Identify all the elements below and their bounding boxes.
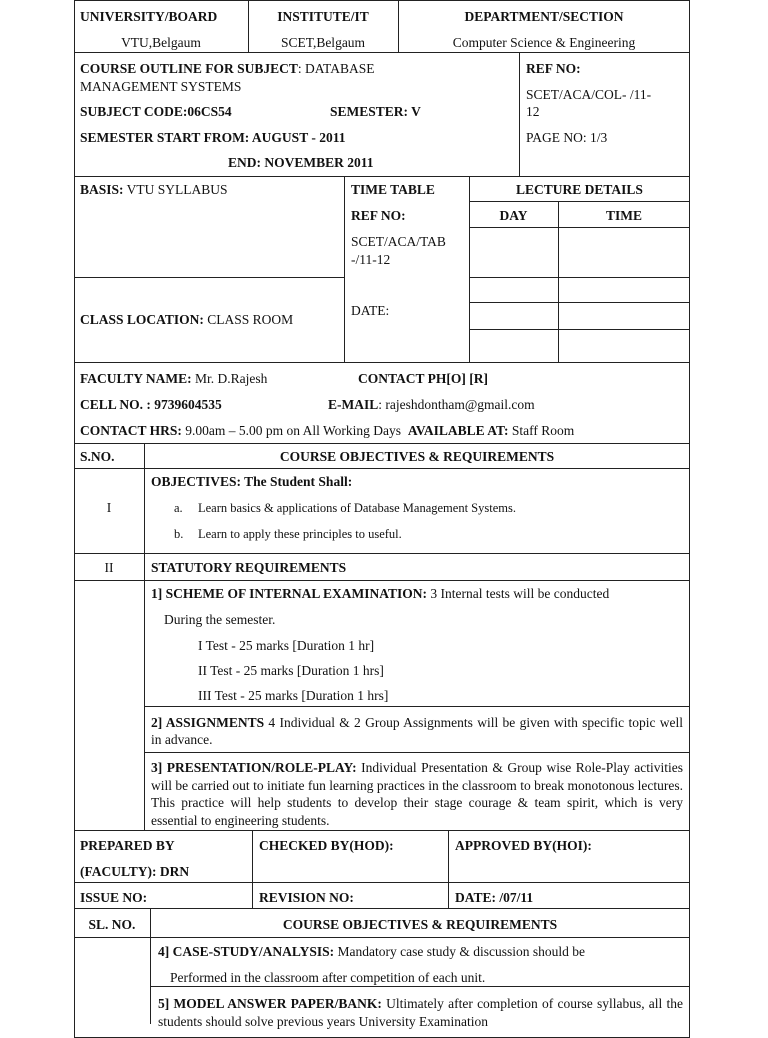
basis-label: BASIS: — [80, 182, 124, 197]
statutory-requirements: STATUTORY REQUIREMENTS — [151, 560, 347, 575]
basis-block — [74, 176, 690, 363]
objectives-table-2-title: COURSE OBJECTIVES & REQUIREMENTS — [282, 917, 558, 932]
course-outline-value: : DATABASE — [297, 61, 375, 76]
basis-value: VTU SYLLABUS — [123, 182, 228, 197]
divider — [74, 580, 690, 581]
model-answer-label: 5] MODEL ANSWER PAPER/BANK: — [158, 996, 382, 1011]
test-3: III Test - 25 marks [Duration 1 hrs] — [198, 688, 389, 703]
assignments-value: 4 Individual & 2 Group Assignments will be given with specific topic well in advance. — [151, 715, 683, 747]
divider — [74, 553, 690, 554]
course-outline-label: COURSE OUTLINE FOR SUBJECT — [80, 61, 298, 76]
divider — [252, 830, 253, 909]
lecture-details-label: LECTURE DETAILS — [516, 182, 643, 197]
presentation-value: Individual Presentation & Group wise Role-Play activities will be carried out to initiate fun learning practices in the classroom to break monotonous lectures. This practice will help students to develop their stage courage & team spirit, which is very essential to engineering students. — [151, 760, 683, 828]
timetable-ref-label: REF NO: — [351, 208, 406, 223]
email-label: E-MAIL — [328, 397, 379, 412]
time-header: TIME — [605, 208, 642, 223]
assignments-text — [151, 714, 683, 748]
faculty-name-label: FACULTY NAME: — [80, 371, 192, 386]
available-at-label: AVAILABLE AT: — [407, 423, 509, 438]
test-2: II Test - 25 marks [Duration 1 hrs] — [198, 663, 384, 678]
test-1: I Test - 25 marks [Duration 1 hr] — [198, 638, 375, 653]
divider — [469, 329, 690, 330]
ref-no-value-cont: 12 — [526, 104, 540, 119]
contact-hours-value: 9.00am – 5.00 pm on All Working Days — [181, 423, 402, 438]
institute-value: SCET,Belgaum — [280, 35, 366, 50]
basis-line — [80, 182, 228, 198]
issue-no-label: ISSUE NO: — [80, 890, 148, 905]
scheme-line — [151, 586, 609, 602]
course-outline-line — [80, 61, 374, 77]
divider — [74, 468, 690, 469]
divider — [74, 882, 690, 883]
divider — [144, 706, 690, 707]
cell-number: CELL NO. : 9739604535 — [80, 397, 222, 412]
presentation-label: 3] PRESENTATION/ROLE-PLAY: — [151, 760, 357, 775]
class-location-label: CLASS LOCATION: — [80, 312, 204, 327]
department-label: DEPARTMENT/SECTION — [464, 9, 624, 24]
objective-b-marker: b. — [174, 527, 184, 541]
semester: SEMESTER: V — [330, 104, 421, 119]
faculty-name-value: Mr. D.Rajesh — [191, 371, 268, 386]
department-value: Computer Science & Engineering — [452, 35, 636, 50]
available-at-value: Staff Room — [508, 423, 575, 438]
divider — [469, 201, 690, 202]
class-location-value: CLASS ROOM — [203, 312, 294, 327]
email-line — [328, 397, 535, 413]
model-answer-value: Ultimately after completion of course syllabus, all the students should solve previous years University Examination — [158, 996, 684, 1029]
contact-phone: CONTACT PH[O] [R] — [358, 371, 488, 386]
scheme-label: 1] SCHEME OF INTERNAL EXAMINATION: — [151, 586, 428, 601]
contact-hours-label: CONTACT HRS: — [80, 423, 182, 438]
divider — [469, 227, 690, 228]
university-value: VTU,Belgaum — [121, 35, 201, 50]
divider — [519, 52, 520, 177]
objective-a-marker: a. — [174, 501, 183, 515]
institute-label: INSTITUTE/IT — [277, 9, 369, 24]
course-outline-document — [74, 0, 690, 1029]
timetable-date-label: DATE: — [351, 303, 390, 318]
divider — [558, 201, 559, 363]
course-outline-value-cont: MANAGEMENT SYSTEMS — [80, 79, 242, 94]
divider — [74, 937, 690, 938]
divider — [469, 277, 690, 278]
case-study-value: Mandatory case study & discussion should be — [334, 944, 586, 959]
date-label: DATE: /07/11 — [455, 890, 534, 905]
presentation-text — [151, 759, 683, 829]
revision-no-label: REVISION NO: — [259, 890, 354, 905]
checked-by-label: CHECKED BY(HOD): — [259, 838, 394, 853]
row-number-2: II — [104, 560, 114, 575]
divider — [144, 752, 690, 753]
timetable-ref-value-cont: -/11-12 — [351, 252, 391, 267]
scheme-value: 3 Internal tests will be conducted — [427, 586, 610, 601]
prepared-by-label: PREPARED BY — [80, 838, 175, 853]
divider — [150, 986, 690, 987]
day-header: DAY — [499, 208, 528, 223]
ref-no-label: REF NO: — [526, 61, 581, 76]
case-study-line — [158, 944, 585, 960]
slno-header: SL. NO. — [88, 917, 136, 932]
university-label: UNIVERSITY/BOARD — [80, 9, 218, 24]
faculty-name-line — [80, 371, 267, 387]
timetable-ref-value: SCET/ACA/TAB — [351, 234, 446, 249]
contact-hours-line — [80, 423, 574, 439]
class-location-line — [80, 312, 293, 328]
divider — [469, 302, 690, 303]
objective-b: Learn to apply these principles to useful. — [198, 527, 402, 541]
objective-a: Learn basics & applications of Database Management Systems. — [198, 501, 516, 515]
divider — [344, 176, 345, 363]
case-study-continued: Performed in the classroom after competition of each unit. — [170, 970, 486, 985]
divider — [144, 443, 145, 831]
timetable-label: TIME TABLE — [351, 182, 435, 197]
divider — [74, 277, 344, 278]
email-value: : rajeshdontham@gmail.com — [378, 397, 535, 412]
subject-code: SUBJECT CODE:06CS54 — [80, 104, 232, 119]
assignments-label: 2] ASSIGNMENTS — [151, 715, 265, 730]
semester-start: SEMESTER START FROM: AUGUST - 2011 — [80, 130, 346, 145]
model-answer-text — [158, 995, 683, 1031]
case-study-label: 4] CASE-STUDY/ANALYSIS: — [158, 944, 335, 959]
divider — [448, 830, 449, 909]
row-number-1: I — [106, 500, 112, 515]
prepared-by-faculty: (FACULTY): DRN — [80, 864, 190, 879]
ref-no-value: SCET/ACA/COL- /11- — [526, 87, 652, 102]
semester-end: END: NOVEMBER 2011 — [228, 155, 374, 170]
objectives-table-title: COURSE OBJECTIVES & REQUIREMENTS — [279, 449, 555, 464]
approved-by-label: APPROVED BY(HOI): — [455, 838, 592, 853]
page-no: PAGE NO: 1/3 — [526, 130, 608, 145]
objectives-label: OBJECTIVES: The Student Shall: — [151, 474, 353, 489]
sno-header: S.NO. — [80, 449, 115, 464]
scheme-continued: During the semester. — [164, 612, 276, 627]
divider — [469, 176, 470, 363]
